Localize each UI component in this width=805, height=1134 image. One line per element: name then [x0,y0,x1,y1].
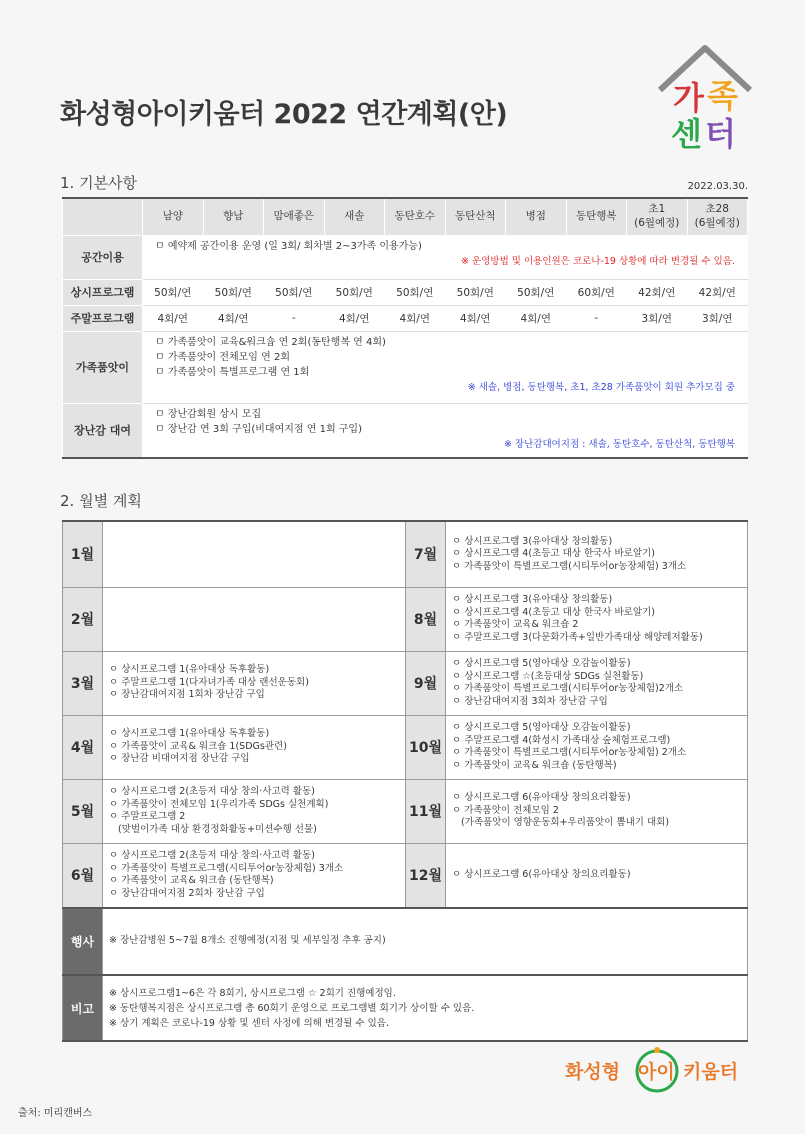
weekend-value: 4회/연 [324,305,385,331]
monthly-body [63,521,748,908]
month-item: ㅇ 장난감 비대여지점 장난감 구입 [109,753,250,765]
corner-cell [63,198,143,235]
regular-value: 50회/연 [203,279,264,305]
space-label: 공간이용 [63,235,143,279]
logo-char: 센 [671,115,702,153]
month-content [103,651,406,715]
family-row [63,331,748,403]
footer-logo-mid: 아이 [638,1061,675,1083]
month-item: (가족품앗이 영향운동회+우리품앗이 뽐내기 대회) [452,817,670,829]
month-label: 11월 [406,779,446,843]
branch-header: 동탄행복 [566,198,627,235]
month-item: ㅇ 상시프로그램 3(유아대상 창의활동) [452,594,613,605]
month-item: ㅇ 장난감대여지점 3회차 장난감 구입 [452,695,608,707]
logo-char: 족 [707,77,738,115]
weekend-label: 주말프로그램 [63,305,143,331]
family-line: ㅁ 가족품앗이 교육&워크숍 연 2회(동탄행복 연 4회) [155,336,386,348]
weekend-value: - [264,305,325,331]
source-credit: 출처: 미리캔버스 [18,1108,93,1119]
month-content [446,843,748,908]
remarks-line: ※ 동탄행복지점은 상시프로그램 총 60회기 운영으로 프로그램별 회기가 상이할 수 있음. [109,1002,475,1014]
branch-header: 동탄산척 [445,198,506,235]
regular-value: 50회/연 [324,279,385,305]
weekend-value: - [566,305,627,331]
weekend-value: 4회/연 [143,305,204,331]
month-item: ㅇ 상시프로그램 1(유아대상 독후활동) [109,728,270,740]
weekend-row [63,305,748,331]
month-item: ㅇ 상시프로그램 2(초등저 대상 창의·사고력 활동) [109,850,315,862]
month-row [63,843,748,908]
hwaseong-kiumter-logo [565,1045,755,1095]
house-roof-icon [655,40,755,100]
month-label: 8월 [406,587,446,651]
toy-row [63,403,748,458]
toy-content [143,403,748,458]
regular-value: 50회/연 [506,279,567,305]
weekend-value: 4회/연 [445,305,506,331]
space-note: ※ 운영방법 및 이용인원은 코로나-19 상황에 따라 변경될 수 있음. [461,255,735,267]
family-line: ㅁ 가족품앗이 전체모임 연 2회 [155,351,290,363]
month-row [63,715,748,779]
month-label: 12월 [406,843,446,908]
toy-line: ㅁ 장난감회원 상시 모집 [155,408,262,420]
month-label: 1월 [63,521,103,587]
remarks-line: ※ 상시프로그램1~6은 각 8회기, 상시프로그램 ☆ 2회기 진행예정임. [109,987,396,999]
toy-line: ㅁ 장난감 연 3회 구입(비대여지점 연 1회 구입) [155,423,362,435]
regular-value: 50회/연 [143,279,204,305]
section-basic-heading: 1. 기본사항 [60,174,138,192]
regular-row [63,279,748,305]
month-item: ㅇ 가족품앗이 전체모임 1(우리가족 SDGs 실천계획) [109,798,329,810]
month-content [446,587,748,651]
space-text: ㅁ 예약제 공간이용 운영 (일 3회/ 회차별 2~3가족 이용가능) [155,240,422,252]
weekend-value: 4회/연 [506,305,567,331]
month-item: ㅇ 주말프로그램 2 [109,811,186,822]
remarks-line: ※ 상기 계획은 코로나-19 상황 및 센터 사정에 의해 변경될 수 있음. [109,1017,389,1029]
month-label: 5월 [63,779,103,843]
month-item: ㅇ 상시프로그램 6(유아대상 창의요리활동) [452,869,631,880]
month-content [103,779,406,843]
toy-note: ※ 장난감대여지점 : 새솔, 동탄호수, 동탄산척, 동탄행복 [503,438,735,450]
branch-header: 향남 [203,198,264,235]
month-item: ㅇ 주말프로그램 1(다자녀가족 대상 랜선운동회) [109,676,309,688]
regular-value: 42회/연 [687,279,748,305]
month-content [103,715,406,779]
remarks-content [103,975,748,1041]
month-item: ㅇ 가족품앗이 특별프로그램(시티투어or농장체험)2개소 [452,683,684,694]
remarks-label: 비고 [63,975,103,1041]
basic-header-row [63,198,748,235]
event-text: ※ 장난감병원 5~7월 8개소 진행예정(지점 및 세부일정 추후 공지) [103,908,748,975]
month-item: ㅇ 가족품앗이 특별프로그램(시티투어or농장체험) 3개소 [452,560,687,572]
weekend-value: 3회/연 [627,305,688,331]
month-label: 4월 [63,715,103,779]
month-item: ㅇ 상시프로그램 5(영아대상 오감놀이활동) [452,722,631,733]
month-content [446,779,748,843]
month-row [63,779,748,843]
space-row [63,235,748,279]
family-center-logo [655,40,755,155]
month-item: ㅇ 상시프로그램 4(초등고 대상 한국사 바로알기) [452,606,655,618]
branch-header: 새솔 [324,198,385,235]
month-label: 10월 [406,715,446,779]
month-content [446,521,748,587]
regular-value: 60회/연 [566,279,627,305]
event-row [63,908,748,975]
month-label: 6월 [63,843,103,908]
branch-header: 초28 (6월예정) [687,198,748,235]
branch-header: 남양 [143,198,204,235]
month-item: (맞벌이가족 대상 환경정화활동+미션수행 선물) [109,823,317,835]
month-row [63,587,748,651]
month-content [446,651,748,715]
month-item: ㅇ 상시프로그램 2(초등저 대상 창의·사고력 활동) [109,786,315,797]
branch-header: 맘애좋은 [264,198,325,235]
weekend-value: 3회/연 [687,305,748,331]
month-item: ㅇ 가족품앗이 교육& 워크숍 2 [452,619,579,630]
monthly-plan-table [62,520,748,1042]
remarks-row [63,975,748,1041]
document-date: 2022.03.30. [687,181,748,192]
month-content [446,715,748,779]
month-content [103,521,406,587]
month-item: ㅇ 가족품앗이 특별프로그램(시티투어or농장체험) 2개소 [452,747,687,758]
page-title: 화성형아이키움터 2022 연간계획(안) [60,99,508,130]
logo-char: 가 [673,79,704,117]
month-row [63,651,748,715]
month-item: ㅇ 가족품앗이 교육& 워크숍 1(SDGs관련) [109,740,287,752]
month-label: 7월 [406,521,446,587]
month-item: ㅇ 장난감대여지점 2회차 장난감 구입 [109,887,265,899]
regular-value: 50회/연 [445,279,506,305]
month-row [63,521,748,587]
month-label: 2월 [63,587,103,651]
month-content [103,587,406,651]
family-content [143,331,748,403]
month-content [103,843,406,908]
branch-header: 동탄호수 [385,198,446,235]
regular-value: 50회/연 [385,279,446,305]
month-item: ㅇ 상시프로그램 3(유아대상 창의활동) [452,535,613,547]
section-monthly-heading: 2. 월별 계획 [60,492,142,510]
month-label: 9월 [406,651,446,715]
event-label: 행사 [63,908,103,975]
regular-value: 42회/연 [627,279,688,305]
regular-value: 50회/연 [264,279,325,305]
family-label: 가족품앗이 [63,331,143,403]
month-item: ㅇ 가족품앗이 전체모임 2 [452,804,559,816]
month-item: ㅇ 주말프로그램 3(다문화가족+일반가족대상 해양레저활동) [452,631,703,643]
branch-header: 병점 [506,198,567,235]
month-item: ㅇ 주말프로그램 4(화성시 가족대상 숲체험프로그램) [452,734,671,746]
month-item: ㅇ 가족품앗이 교육& 워크숍 (동탄행복) [452,759,617,771]
month-label: 3월 [63,651,103,715]
month-item: ㅇ 상시프로그램 4(초등고 대상 한국사 바로알기) [452,548,655,559]
regular-label: 상시프로그램 [63,279,143,305]
month-item: ㅇ 가족품앗이 특별프로그램(시티투어or농장체험) 3개소 [109,862,344,874]
logo-char: 터 [705,115,736,153]
weekend-value: 4회/연 [203,305,264,331]
family-line: ㅁ 가족품앗이 특별프로그램 연 1회 [155,366,310,378]
month-item: ㅇ 상시프로그램 1(유아대상 독후활동) [109,664,270,676]
month-item: ㅇ 상시프로그램 5(영아대상 오감놀이활동) [452,658,631,669]
space-content [143,235,748,279]
month-item: ㅇ 상시프로그램 ☆(초등대상 SDGs 실천활동) [452,670,644,682]
basic-info-table [62,197,748,459]
footer-logo-left: 화성형 [565,1061,621,1083]
footer-logo-right: 키움터 [683,1061,739,1083]
month-item: ㅇ 상시프로그램 6(유아대상 창의요리활동) [452,792,631,804]
toy-label: 장난감 대여 [63,403,143,458]
family-note: ※ 새솔, 병점, 동탄행복, 초1, 초28 가족품앗이 회원 추가모집 중 [467,381,735,393]
branch-header: 초1 (6월예정) [627,198,688,235]
weekend-value: 4회/연 [385,305,446,331]
month-item: ㅇ 장난감대여지점 1회차 장난감 구입 [109,689,265,701]
month-item: ㅇ 가족품앗이 교육& 워크숍 (동탄행복) [109,875,274,887]
